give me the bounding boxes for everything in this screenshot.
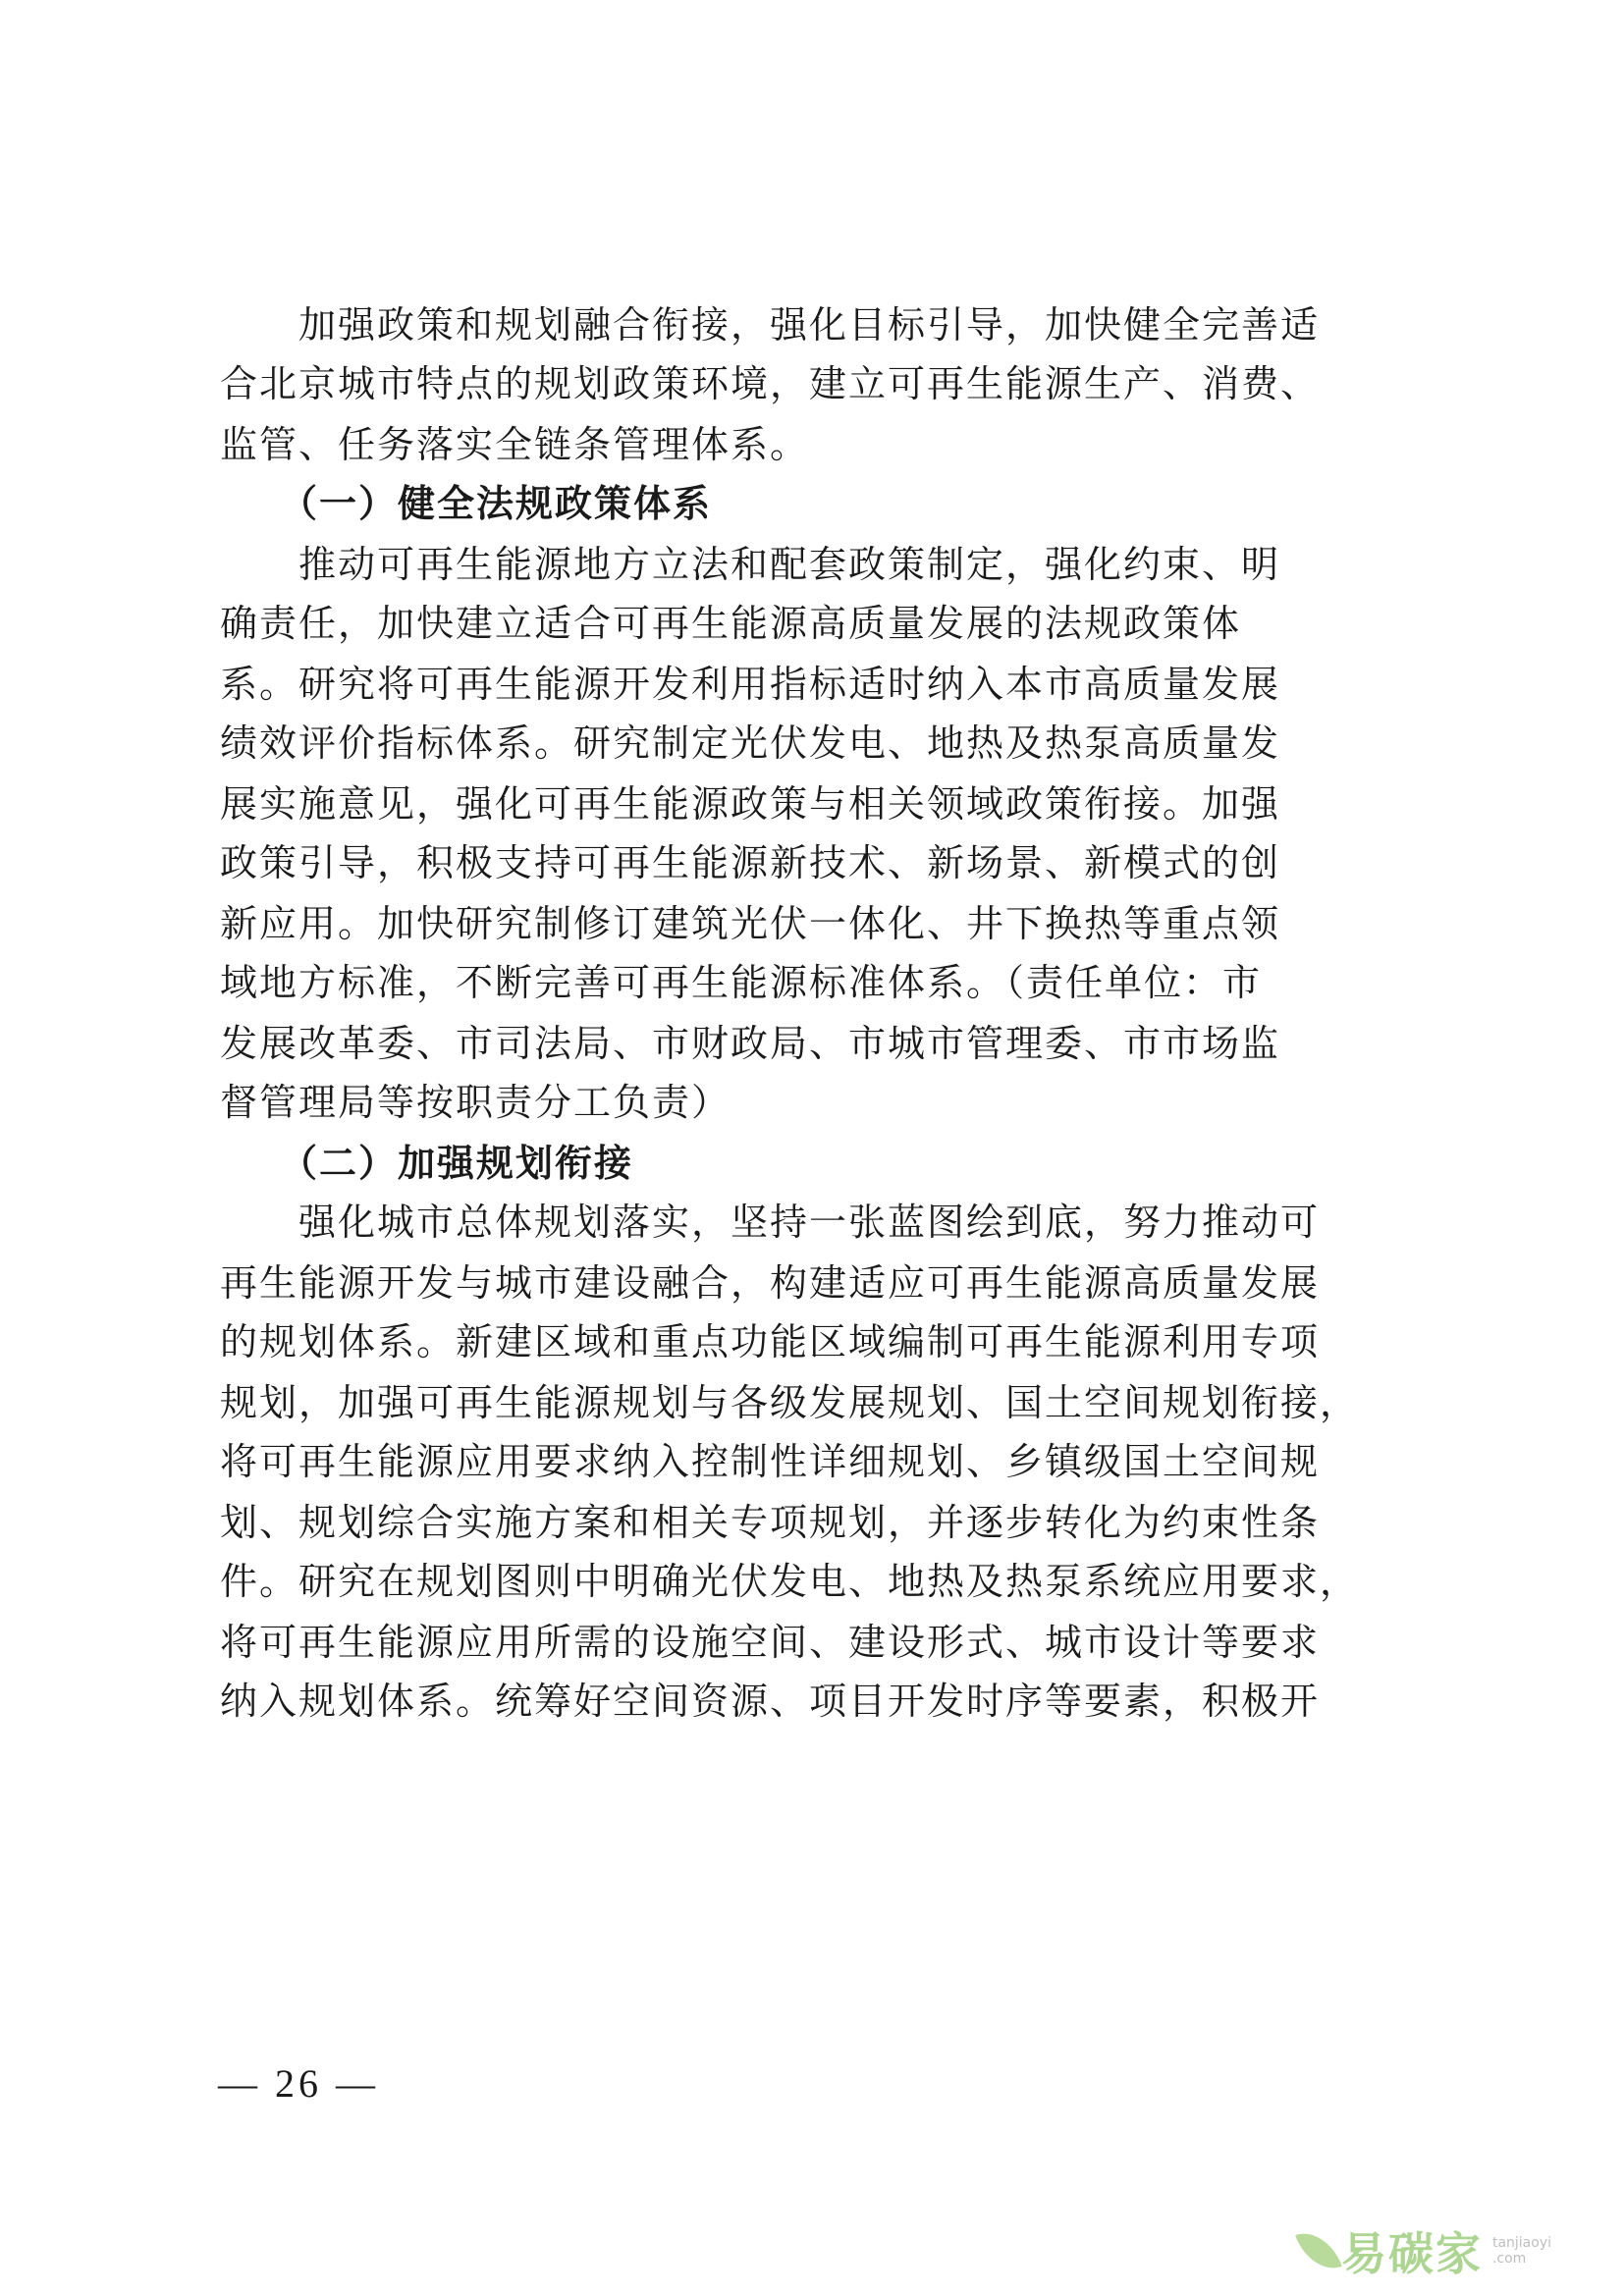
text-line: 加强政策和规划融合衔接，强化目标引导，加快健全完善适: [220, 303, 1321, 347]
text-line: 件。研究在规划图则中明确光伏发电、地热及热泵系统应用要求，: [220, 1560, 1360, 1603]
text-line: 展实施意见，强化可再生能源政策与相关领域政策衔接。加强: [220, 782, 1281, 826]
text-line: 域地方标准，不断完善可再生能源标准体系。（责任单位：市: [220, 961, 1263, 1004]
watermark-brand: 易碳家: [1340, 2227, 1483, 2280]
text-line: 政策引导，积极支持可再生能源新技术、新场景、新模式的创: [220, 841, 1281, 884]
text-line: 将可再生能源应用要求纳入控制性详细规划、乡镇级国土空间规: [220, 1440, 1321, 1483]
text-line: 确责任，加快建立适合可再生能源高质量发展的法规政策体: [220, 602, 1242, 645]
text-line: 纳入规划体系。统筹好空间资源、项目开发时序等要素，积极开: [220, 1680, 1321, 1723]
text-line: 发展改革委、市司法局、市财政局、市城市管理委、市市场监: [220, 1022, 1281, 1065]
watermark-site: [1492, 2235, 1551, 2267]
page-number: — 26 —: [218, 2061, 379, 2106]
text-line: 新应用。加快研究制修订建筑光伏一体化、井下换热等重点领: [220, 902, 1281, 945]
text-line: 系。研究将可再生能源开发利用指标适时纳入本市高质量发展: [220, 663, 1281, 706]
text-line: 监管、任务落实全链条管理体系。: [220, 423, 810, 466]
text-line: 督管理局等按职责分工负责）: [220, 1081, 731, 1124]
text-line: 规划，加强可再生能源规划与各级发展规划、国土空间规划衔接，: [220, 1381, 1360, 1424]
text-line: 的规划体系。新建区域和重点功能区域编制可再生能源利用专项: [220, 1320, 1321, 1363]
text-line: 划、规划综合实施方案和相关专项规划，并逐步转化为约束性条: [220, 1501, 1321, 1544]
text-line: 将可再生能源应用所需的设施空间、建设形式、城市设计等要求: [220, 1621, 1321, 1664]
watermark-logo: [1302, 2220, 1551, 2281]
watermark-site-line1: tanjiaoyi: [1491, 2235, 1551, 2251]
text-line: 再生能源开发与城市建设融合，构建适应可再生能源高质量发展: [220, 1261, 1321, 1305]
text-line: 推动可再生能源地方立法和配套政策制定，强化约束、明: [220, 543, 1281, 586]
section-heading-1: （一）健全法规政策体系: [220, 481, 713, 525]
watermark-site-line2: .com: [1491, 2251, 1527, 2267]
leaf-icon: [1295, 2224, 1342, 2278]
text-line: 绩效评价指标体系。研究制定光伏发电、地热及热泵高质量发: [220, 721, 1281, 765]
text-line: 合北京城市特点的规划政策环境，建立可再生能源生产、消费、: [220, 362, 1321, 405]
text-line: 强化城市总体规划落实，坚持一张蓝图绘到底，努力推动可: [220, 1201, 1321, 1244]
section-heading-2: （二）加强规划衔接: [220, 1141, 634, 1185]
